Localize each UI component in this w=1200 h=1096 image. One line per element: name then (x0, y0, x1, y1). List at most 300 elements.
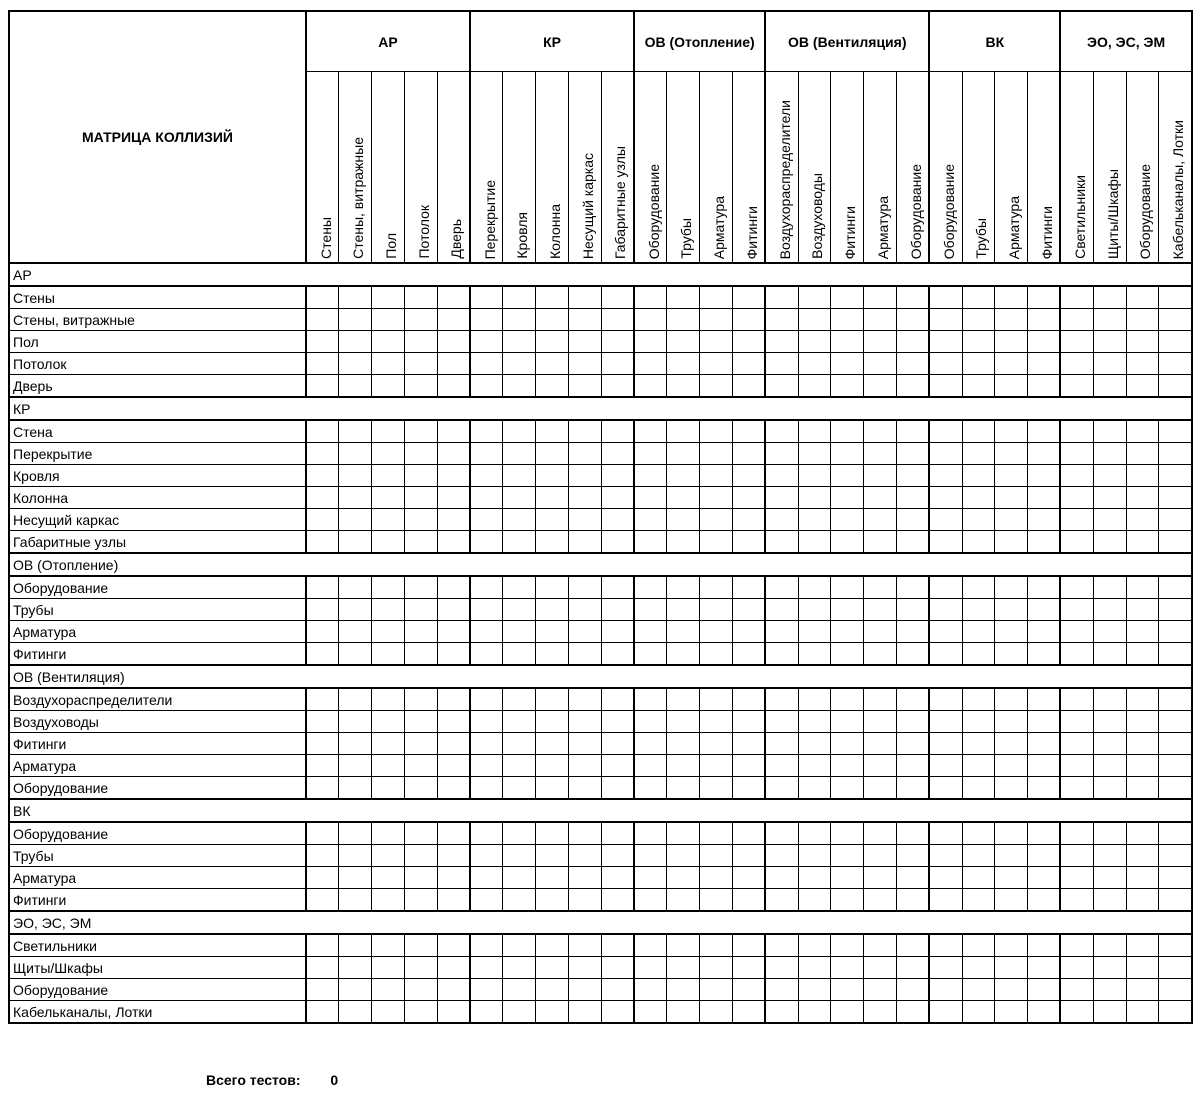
matrix-cell[interactable] (864, 531, 897, 554)
matrix-cell[interactable] (634, 688, 667, 711)
matrix-cell[interactable] (404, 309, 437, 331)
matrix-cell[interactable] (404, 443, 437, 465)
matrix-cell[interactable] (962, 531, 995, 554)
matrix-cell[interactable] (634, 979, 667, 1001)
matrix-cell[interactable] (1093, 621, 1126, 643)
matrix-cell[interactable] (372, 889, 405, 912)
matrix-cell[interactable] (306, 867, 339, 889)
matrix-cell[interactable] (864, 1001, 897, 1024)
matrix-cell[interactable] (1060, 957, 1093, 979)
matrix-cell[interactable] (536, 688, 569, 711)
matrix-cell[interactable] (1126, 889, 1159, 912)
matrix-cell[interactable] (1159, 822, 1192, 845)
matrix-cell[interactable] (536, 777, 569, 800)
matrix-cell[interactable] (765, 979, 798, 1001)
matrix-cell[interactable] (470, 487, 503, 509)
matrix-cell[interactable] (864, 576, 897, 599)
matrix-cell[interactable] (831, 957, 864, 979)
matrix-cell[interactable] (995, 1001, 1028, 1024)
matrix-cell[interactable] (1060, 599, 1093, 621)
matrix-cell[interactable] (404, 957, 437, 979)
matrix-cell[interactable] (634, 353, 667, 375)
matrix-cell[interactable] (896, 711, 929, 733)
matrix-cell[interactable] (995, 443, 1028, 465)
matrix-cell[interactable] (1093, 286, 1126, 309)
matrix-cell[interactable] (437, 375, 470, 398)
matrix-cell[interactable] (831, 443, 864, 465)
matrix-cell[interactable] (503, 465, 536, 487)
matrix-cell[interactable] (765, 621, 798, 643)
matrix-cell[interactable] (896, 934, 929, 957)
matrix-cell[interactable] (1028, 845, 1061, 867)
matrix-cell[interactable] (831, 733, 864, 755)
matrix-cell[interactable] (1060, 643, 1093, 666)
matrix-cell[interactable] (568, 420, 601, 443)
matrix-cell[interactable] (929, 822, 962, 845)
matrix-cell[interactable] (1060, 465, 1093, 487)
matrix-cell[interactable] (568, 845, 601, 867)
matrix-cell[interactable] (404, 822, 437, 845)
matrix-cell[interactable] (962, 375, 995, 398)
matrix-cell[interactable] (864, 353, 897, 375)
matrix-cell[interactable] (962, 309, 995, 331)
matrix-cell[interactable] (667, 621, 700, 643)
matrix-cell[interactable] (568, 889, 601, 912)
matrix-cell[interactable] (372, 420, 405, 443)
matrix-cell[interactable] (306, 822, 339, 845)
matrix-cell[interactable] (339, 733, 372, 755)
matrix-cell[interactable] (536, 621, 569, 643)
matrix-cell[interactable] (568, 465, 601, 487)
matrix-cell[interactable] (437, 711, 470, 733)
matrix-cell[interactable] (1093, 867, 1126, 889)
matrix-cell[interactable] (339, 375, 372, 398)
matrix-cell[interactable] (568, 643, 601, 666)
matrix-cell[interactable] (700, 509, 733, 531)
matrix-cell[interactable] (732, 331, 765, 353)
matrix-cell[interactable] (732, 1001, 765, 1024)
matrix-cell[interactable] (1159, 688, 1192, 711)
matrix-cell[interactable] (1126, 621, 1159, 643)
matrix-cell[interactable] (372, 777, 405, 800)
matrix-cell[interactable] (1159, 957, 1192, 979)
matrix-cell[interactable] (634, 331, 667, 353)
matrix-cell[interactable] (372, 643, 405, 666)
matrix-cell[interactable] (372, 531, 405, 554)
matrix-cell[interactable] (503, 353, 536, 375)
matrix-cell[interactable] (765, 465, 798, 487)
matrix-cell[interactable] (864, 309, 897, 331)
matrix-cell[interactable] (962, 576, 995, 599)
matrix-cell[interactable] (503, 979, 536, 1001)
matrix-cell[interactable] (536, 845, 569, 867)
matrix-cell[interactable] (864, 889, 897, 912)
matrix-cell[interactable] (601, 822, 634, 845)
matrix-cell[interactable] (667, 353, 700, 375)
matrix-cell[interactable] (798, 531, 831, 554)
matrix-cell[interactable] (831, 375, 864, 398)
matrix-cell[interactable] (962, 1001, 995, 1024)
matrix-cell[interactable] (437, 777, 470, 800)
matrix-cell[interactable] (601, 599, 634, 621)
matrix-cell[interactable] (634, 1001, 667, 1024)
matrix-cell[interactable] (1093, 487, 1126, 509)
matrix-cell[interactable] (404, 979, 437, 1001)
matrix-cell[interactable] (929, 777, 962, 800)
matrix-cell[interactable] (1028, 576, 1061, 599)
matrix-cell[interactable] (1093, 576, 1126, 599)
matrix-cell[interactable] (601, 643, 634, 666)
matrix-cell[interactable] (667, 643, 700, 666)
matrix-cell[interactable] (601, 688, 634, 711)
matrix-cell[interactable] (1060, 621, 1093, 643)
matrix-cell[interactable] (667, 867, 700, 889)
matrix-cell[interactable] (700, 443, 733, 465)
matrix-cell[interactable] (962, 822, 995, 845)
matrix-cell[interactable] (962, 286, 995, 309)
matrix-cell[interactable] (503, 755, 536, 777)
matrix-cell[interactable] (864, 286, 897, 309)
matrix-cell[interactable] (929, 889, 962, 912)
matrix-cell[interactable] (700, 531, 733, 554)
matrix-cell[interactable] (601, 465, 634, 487)
matrix-cell[interactable] (634, 443, 667, 465)
matrix-cell[interactable] (732, 733, 765, 755)
matrix-cell[interactable] (339, 576, 372, 599)
matrix-cell[interactable] (732, 487, 765, 509)
matrix-cell[interactable] (1126, 443, 1159, 465)
matrix-cell[interactable] (404, 621, 437, 643)
matrix-cell[interactable] (503, 845, 536, 867)
matrix-cell[interactable] (765, 375, 798, 398)
matrix-cell[interactable] (896, 375, 929, 398)
matrix-cell[interactable] (634, 286, 667, 309)
matrix-cell[interactable] (1126, 331, 1159, 353)
matrix-cell[interactable] (601, 711, 634, 733)
matrix-cell[interactable] (732, 621, 765, 643)
matrix-cell[interactable] (667, 420, 700, 443)
matrix-cell[interactable] (929, 509, 962, 531)
matrix-cell[interactable] (1093, 979, 1126, 1001)
matrix-cell[interactable] (404, 531, 437, 554)
matrix-cell[interactable] (470, 375, 503, 398)
matrix-cell[interactable] (536, 309, 569, 331)
matrix-cell[interactable] (864, 465, 897, 487)
matrix-cell[interactable] (306, 733, 339, 755)
matrix-cell[interactable] (503, 443, 536, 465)
matrix-cell[interactable] (1093, 465, 1126, 487)
matrix-cell[interactable] (470, 845, 503, 867)
matrix-cell[interactable] (634, 509, 667, 531)
matrix-cell[interactable] (601, 979, 634, 1001)
matrix-cell[interactable] (372, 599, 405, 621)
matrix-cell[interactable] (503, 599, 536, 621)
matrix-cell[interactable] (667, 1001, 700, 1024)
matrix-cell[interactable] (1159, 286, 1192, 309)
matrix-cell[interactable] (1159, 867, 1192, 889)
matrix-cell[interactable] (1093, 375, 1126, 398)
matrix-cell[interactable] (372, 845, 405, 867)
matrix-cell[interactable] (929, 688, 962, 711)
matrix-cell[interactable] (798, 643, 831, 666)
matrix-cell[interactable] (601, 331, 634, 353)
matrix-cell[interactable] (404, 509, 437, 531)
matrix-cell[interactable] (404, 867, 437, 889)
matrix-cell[interactable] (896, 1001, 929, 1024)
matrix-cell[interactable] (995, 733, 1028, 755)
matrix-cell[interactable] (732, 375, 765, 398)
matrix-cell[interactable] (995, 845, 1028, 867)
matrix-cell[interactable] (1060, 420, 1093, 443)
matrix-cell[interactable] (1159, 979, 1192, 1001)
matrix-cell[interactable] (732, 777, 765, 800)
matrix-cell[interactable] (601, 375, 634, 398)
matrix-cell[interactable] (372, 733, 405, 755)
matrix-cell[interactable] (536, 934, 569, 957)
matrix-cell[interactable] (437, 531, 470, 554)
matrix-cell[interactable] (765, 688, 798, 711)
matrix-cell[interactable] (1126, 867, 1159, 889)
matrix-cell[interactable] (601, 487, 634, 509)
matrix-cell[interactable] (306, 465, 339, 487)
matrix-cell[interactable] (1060, 755, 1093, 777)
matrix-cell[interactable] (929, 621, 962, 643)
matrix-cell[interactable] (831, 755, 864, 777)
matrix-cell[interactable] (995, 934, 1028, 957)
matrix-cell[interactable] (798, 331, 831, 353)
matrix-cell[interactable] (962, 331, 995, 353)
matrix-cell[interactable] (831, 509, 864, 531)
matrix-cell[interactable] (929, 420, 962, 443)
matrix-cell[interactable] (700, 733, 733, 755)
matrix-cell[interactable] (1126, 1001, 1159, 1024)
matrix-cell[interactable] (700, 867, 733, 889)
matrix-cell[interactable] (634, 621, 667, 643)
matrix-cell[interactable] (929, 711, 962, 733)
matrix-cell[interactable] (667, 934, 700, 957)
matrix-cell[interactable] (503, 621, 536, 643)
matrix-cell[interactable] (339, 465, 372, 487)
matrix-cell[interactable] (1060, 979, 1093, 1001)
matrix-cell[interactable] (896, 867, 929, 889)
matrix-cell[interactable] (437, 286, 470, 309)
matrix-cell[interactable] (1060, 576, 1093, 599)
matrix-cell[interactable] (634, 845, 667, 867)
matrix-cell[interactable] (962, 487, 995, 509)
matrix-cell[interactable] (896, 845, 929, 867)
matrix-cell[interactable] (1060, 375, 1093, 398)
matrix-cell[interactable] (536, 643, 569, 666)
matrix-cell[interactable] (1028, 755, 1061, 777)
matrix-cell[interactable] (568, 599, 601, 621)
matrix-cell[interactable] (1159, 509, 1192, 531)
matrix-cell[interactable] (732, 867, 765, 889)
matrix-cell[interactable] (765, 957, 798, 979)
matrix-cell[interactable] (634, 309, 667, 331)
matrix-cell[interactable] (929, 531, 962, 554)
matrix-cell[interactable] (667, 822, 700, 845)
matrix-cell[interactable] (962, 755, 995, 777)
matrix-cell[interactable] (1126, 487, 1159, 509)
matrix-cell[interactable] (306, 286, 339, 309)
matrix-cell[interactable] (372, 822, 405, 845)
matrix-cell[interactable] (470, 733, 503, 755)
matrix-cell[interactable] (372, 979, 405, 1001)
matrix-cell[interactable] (962, 509, 995, 531)
matrix-cell[interactable] (1060, 443, 1093, 465)
matrix-cell[interactable] (1093, 711, 1126, 733)
matrix-cell[interactable] (601, 733, 634, 755)
matrix-cell[interactable] (831, 599, 864, 621)
matrix-cell[interactable] (667, 487, 700, 509)
matrix-cell[interactable] (339, 688, 372, 711)
matrix-cell[interactable] (864, 867, 897, 889)
matrix-cell[interactable] (404, 353, 437, 375)
matrix-cell[interactable] (503, 531, 536, 554)
matrix-cell[interactable] (339, 755, 372, 777)
matrix-cell[interactable] (1126, 688, 1159, 711)
matrix-cell[interactable] (536, 755, 569, 777)
matrix-cell[interactable] (404, 599, 437, 621)
matrix-cell[interactable] (1060, 777, 1093, 800)
matrix-cell[interactable] (667, 599, 700, 621)
matrix-cell[interactable] (1159, 465, 1192, 487)
matrix-cell[interactable] (503, 934, 536, 957)
matrix-cell[interactable] (765, 867, 798, 889)
matrix-cell[interactable] (1028, 643, 1061, 666)
matrix-cell[interactable] (732, 576, 765, 599)
matrix-cell[interactable] (765, 353, 798, 375)
matrix-cell[interactable] (1028, 487, 1061, 509)
matrix-cell[interactable] (1028, 867, 1061, 889)
matrix-cell[interactable] (765, 643, 798, 666)
matrix-cell[interactable] (1028, 353, 1061, 375)
matrix-cell[interactable] (568, 755, 601, 777)
matrix-cell[interactable] (536, 531, 569, 554)
matrix-cell[interactable] (568, 867, 601, 889)
matrix-cell[interactable] (372, 755, 405, 777)
matrix-cell[interactable] (1093, 599, 1126, 621)
matrix-cell[interactable] (1028, 375, 1061, 398)
matrix-cell[interactable] (503, 1001, 536, 1024)
matrix-cell[interactable] (896, 531, 929, 554)
matrix-cell[interactable] (667, 711, 700, 733)
matrix-cell[interactable] (1126, 465, 1159, 487)
matrix-cell[interactable] (1159, 375, 1192, 398)
matrix-cell[interactable] (1093, 822, 1126, 845)
matrix-cell[interactable] (896, 509, 929, 531)
matrix-cell[interactable] (1093, 889, 1126, 912)
matrix-cell[interactable] (700, 420, 733, 443)
matrix-cell[interactable] (470, 688, 503, 711)
matrix-cell[interactable] (1159, 711, 1192, 733)
matrix-cell[interactable] (1028, 443, 1061, 465)
matrix-cell[interactable] (1093, 934, 1126, 957)
matrix-cell[interactable] (437, 443, 470, 465)
matrix-cell[interactable] (503, 331, 536, 353)
matrix-cell[interactable] (929, 375, 962, 398)
matrix-cell[interactable] (339, 420, 372, 443)
matrix-cell[interactable] (437, 688, 470, 711)
matrix-cell[interactable] (470, 420, 503, 443)
matrix-cell[interactable] (339, 286, 372, 309)
matrix-cell[interactable] (306, 711, 339, 733)
matrix-cell[interactable] (1159, 733, 1192, 755)
matrix-cell[interactable] (568, 621, 601, 643)
matrix-cell[interactable] (634, 465, 667, 487)
matrix-cell[interactable] (372, 353, 405, 375)
matrix-cell[interactable] (634, 375, 667, 398)
matrix-cell[interactable] (1060, 845, 1093, 867)
matrix-cell[interactable] (1028, 621, 1061, 643)
matrix-cell[interactable] (962, 420, 995, 443)
matrix-cell[interactable] (470, 331, 503, 353)
matrix-cell[interactable] (831, 487, 864, 509)
matrix-cell[interactable] (470, 465, 503, 487)
matrix-cell[interactable] (470, 286, 503, 309)
matrix-cell[interactable] (1028, 733, 1061, 755)
matrix-cell[interactable] (798, 755, 831, 777)
matrix-cell[interactable] (864, 688, 897, 711)
matrix-cell[interactable] (1126, 822, 1159, 845)
matrix-cell[interactable] (306, 509, 339, 531)
matrix-cell[interactable] (831, 889, 864, 912)
matrix-cell[interactable] (536, 822, 569, 845)
matrix-cell[interactable] (798, 688, 831, 711)
matrix-cell[interactable] (995, 867, 1028, 889)
matrix-cell[interactable] (667, 509, 700, 531)
matrix-cell[interactable] (306, 531, 339, 554)
matrix-cell[interactable] (864, 822, 897, 845)
matrix-cell[interactable] (1159, 643, 1192, 666)
matrix-cell[interactable] (470, 934, 503, 957)
matrix-cell[interactable] (667, 777, 700, 800)
matrix-cell[interactable] (306, 755, 339, 777)
matrix-cell[interactable] (372, 621, 405, 643)
matrix-cell[interactable] (929, 957, 962, 979)
matrix-cell[interactable] (765, 443, 798, 465)
matrix-cell[interactable] (1060, 353, 1093, 375)
matrix-cell[interactable] (601, 777, 634, 800)
matrix-cell[interactable] (831, 867, 864, 889)
matrix-cell[interactable] (339, 711, 372, 733)
matrix-cell[interactable] (503, 711, 536, 733)
matrix-cell[interactable] (437, 979, 470, 1001)
matrix-cell[interactable] (995, 331, 1028, 353)
matrix-cell[interactable] (634, 733, 667, 755)
matrix-cell[interactable] (995, 353, 1028, 375)
matrix-cell[interactable] (634, 643, 667, 666)
matrix-cell[interactable] (700, 643, 733, 666)
matrix-cell[interactable] (568, 375, 601, 398)
matrix-cell[interactable] (798, 822, 831, 845)
matrix-cell[interactable] (700, 599, 733, 621)
matrix-cell[interactable] (470, 531, 503, 554)
matrix-cell[interactable] (470, 822, 503, 845)
matrix-cell[interactable] (601, 353, 634, 375)
matrix-cell[interactable] (798, 889, 831, 912)
matrix-cell[interactable] (667, 531, 700, 554)
matrix-cell[interactable] (306, 309, 339, 331)
matrix-cell[interactable] (568, 934, 601, 957)
matrix-cell[interactable] (306, 845, 339, 867)
matrix-cell[interactable] (601, 889, 634, 912)
matrix-cell[interactable] (929, 286, 962, 309)
matrix-cell[interactable] (306, 443, 339, 465)
matrix-cell[interactable] (1093, 643, 1126, 666)
matrix-cell[interactable] (995, 576, 1028, 599)
matrix-cell[interactable] (601, 443, 634, 465)
